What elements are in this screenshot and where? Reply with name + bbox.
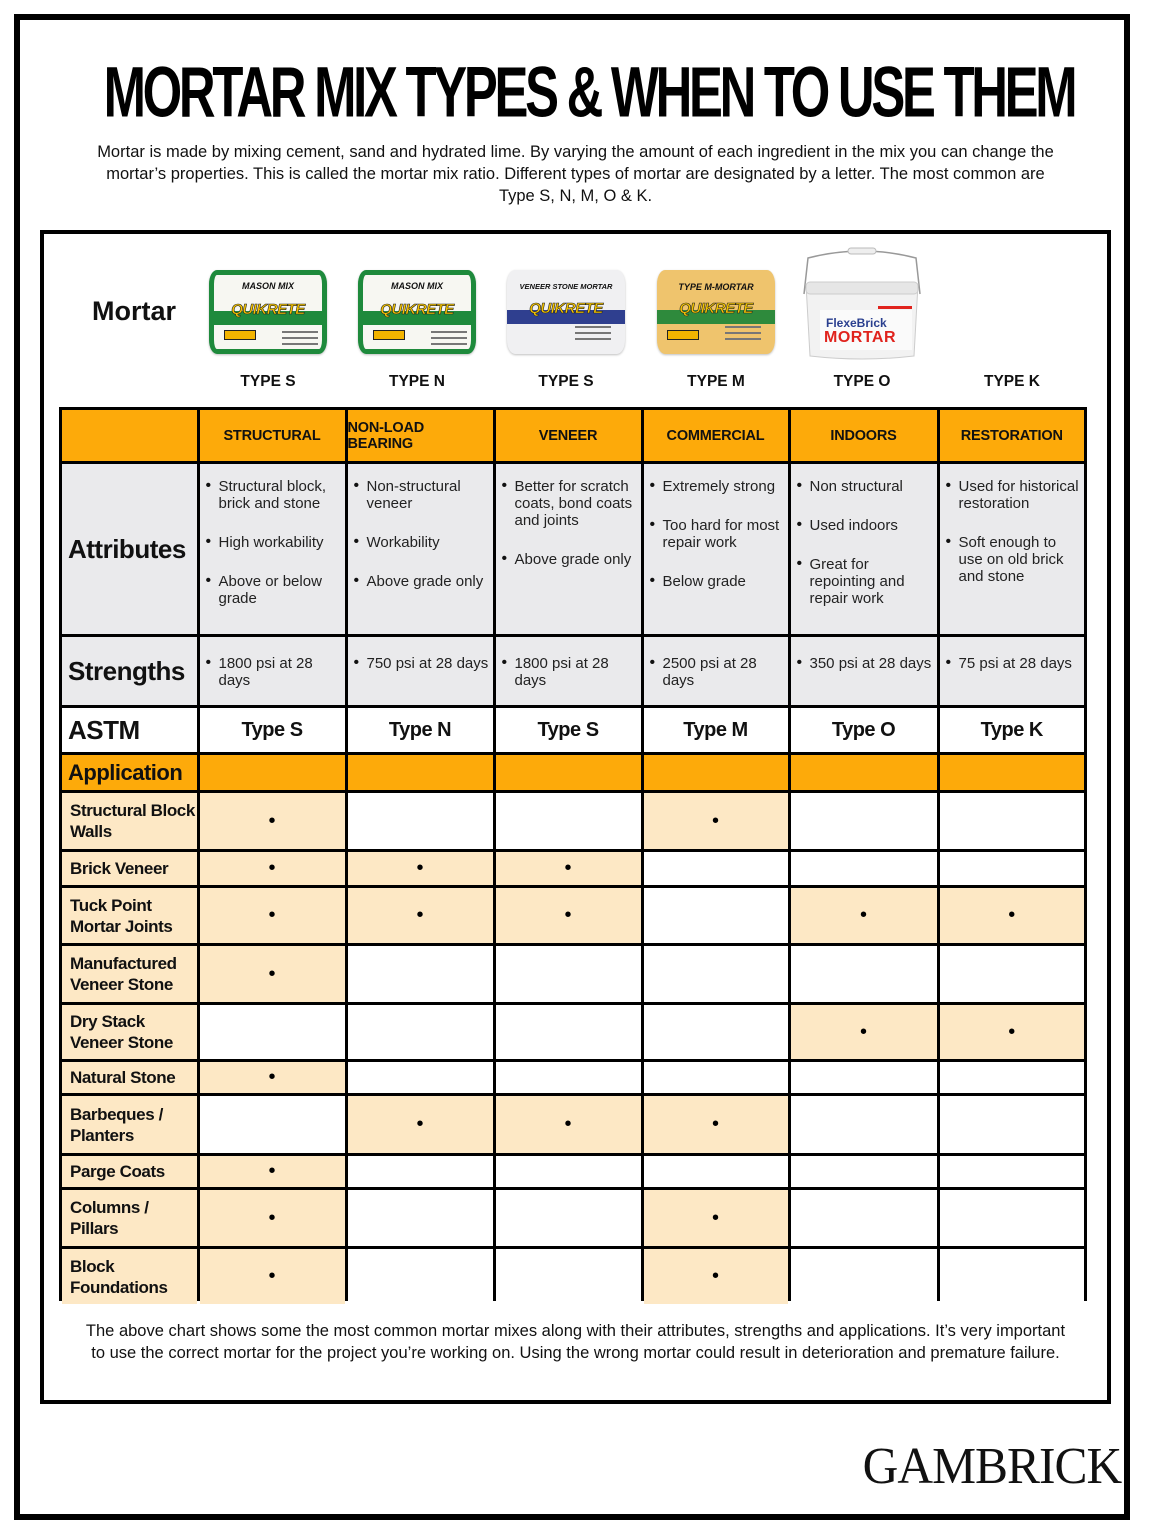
bag-type-box [667, 330, 699, 340]
strength-list [940, 637, 1085, 672]
application-mark-cell [496, 852, 641, 885]
strength-list [791, 637, 937, 672]
attribute-item: • Non structural [797, 478, 933, 495]
application-mark-cell [348, 793, 493, 849]
application-mark-cell [348, 852, 493, 885]
quikrete-brand: QUIKRETE [529, 300, 603, 317]
bag-heading: TYPE M-MORTAR [678, 282, 754, 292]
application-mark-cell [940, 1005, 1085, 1059]
application-label: Barbeques / Planters [62, 1096, 197, 1153]
bag-fine-print [282, 337, 318, 339]
flexebrick-pail-image [798, 244, 926, 367]
application-mark-cell [791, 1005, 937, 1059]
application-mark-cell [200, 793, 345, 849]
application-row-label: Application [62, 755, 197, 790]
attributes-cell [940, 464, 1085, 634]
application-header-cell [348, 755, 493, 790]
astm-type-cell: Type S [496, 708, 641, 752]
bag-fine-print [282, 343, 318, 345]
application-label: Block Foundations [62, 1249, 197, 1304]
application-mark-cell [200, 1005, 345, 1059]
application-mark-cell [791, 1096, 937, 1153]
application-label: Columns / Pillars [62, 1190, 197, 1246]
application-mark-cell [348, 888, 493, 943]
application-label: Structural Block Walls [62, 793, 197, 849]
strengths-row-label: Strengths [62, 637, 197, 705]
mark-dot-icon: • [268, 809, 276, 832]
strength-list [348, 637, 493, 672]
mark-dot-icon: • [268, 1066, 276, 1088]
strength-value: • 1800 psi at 28 days [206, 655, 341, 689]
application-mark-cell [200, 852, 345, 885]
application-label: Brick Veneer [62, 852, 197, 885]
application-mark-cell [644, 946, 788, 1002]
application-mark-cell [644, 1156, 788, 1187]
application-header-cell [644, 755, 788, 790]
product-type-label: TYPE O [833, 373, 891, 390]
application-mark-cell [348, 1096, 493, 1153]
application-mark-cell [200, 888, 345, 943]
bag-heading: MASON MIX [241, 281, 294, 291]
strength-cell [644, 637, 788, 705]
bag-fine-print [431, 331, 467, 333]
application-mark-cell [348, 1190, 493, 1246]
quikrete-brand: QUIKRETE [231, 301, 305, 318]
application-mark-cell [200, 946, 345, 1002]
mark-dot-icon: • [859, 1020, 867, 1043]
pail-mortar-text: MORTAR [824, 329, 897, 346]
application-mark-cell [791, 1062, 937, 1093]
mark-dot-icon: • [268, 1206, 276, 1229]
application-mark-cell [496, 1156, 641, 1187]
quikrete-brand: QUIKRETE [380, 301, 454, 318]
attributes-cell [644, 464, 788, 634]
category-header: STRUCTURAL [200, 410, 345, 461]
application-mark-cell [940, 1249, 1085, 1304]
bag-heading: VENEER STONE MORTAR [519, 282, 613, 291]
attributes-cell [200, 464, 345, 634]
application-mark-cell [791, 888, 937, 943]
application-mark-cell [200, 1096, 345, 1153]
application-label: Tuck Point Mortar Joints [62, 888, 197, 943]
category-header: NON-LOAD BEARING [348, 410, 493, 461]
category-header: RESTORATION [940, 410, 1085, 461]
application-mark-cell [496, 888, 641, 943]
mark-dot-icon: • [711, 809, 719, 832]
strength-list [644, 637, 788, 689]
astm-type-cell: Type O [791, 708, 937, 752]
mark-dot-icon: • [268, 904, 276, 926]
application-mark-cell [644, 1096, 788, 1153]
attribute-item: • Above grade only [354, 573, 489, 590]
application-mark-cell [644, 1062, 788, 1093]
strength-cell [791, 637, 937, 705]
application-mark-cell [348, 946, 493, 1002]
mark-dot-icon: • [1008, 1020, 1016, 1043]
application-mark-cell [940, 1156, 1085, 1187]
application-label: Parge Coats [62, 1156, 197, 1187]
category-header: VENEER [496, 410, 641, 461]
attribute-item: • Extremely strong [650, 478, 784, 495]
application-header-cell [940, 755, 1085, 790]
application-header-cell [791, 755, 937, 790]
astm-type-cell: Type N [348, 708, 493, 752]
mark-dot-icon: • [416, 857, 424, 879]
application-mark-cell [940, 793, 1085, 849]
mark-dot-icon: • [268, 1160, 276, 1182]
strength-list [200, 637, 345, 689]
application-mark-cell [644, 852, 788, 885]
mark-dot-icon: • [564, 904, 572, 926]
attribute-list [348, 464, 493, 590]
attribute-list [496, 464, 641, 568]
attribute-item: • Great for repointing and repair work [797, 556, 933, 607]
attributes-cell [348, 464, 493, 634]
attribute-item: • Above or below grade [206, 573, 341, 607]
application-mark-cell [644, 888, 788, 943]
mark-dot-icon: • [1008, 904, 1016, 926]
application-mark-cell [940, 946, 1085, 1002]
mark-dot-icon: • [416, 904, 424, 926]
product-type-label: TYPE S [240, 373, 296, 390]
strength-value: • 1800 psi at 28 days [502, 655, 637, 689]
mortar-row-label: Mortar [92, 296, 177, 326]
attribute-item: • Used for historical restoration [946, 478, 1081, 512]
application-mark-cell [644, 1005, 788, 1059]
attribute-item: • Used indoors [797, 517, 933, 534]
application-label: Manufactured Veneer Stone [62, 946, 197, 1002]
astm-type-cell: Type S [200, 708, 345, 752]
quikrete-brand: QUIKRETE [679, 300, 753, 317]
attribute-list [200, 464, 345, 607]
bag-heading: MASON MIX [390, 281, 443, 291]
application-mark-cell [791, 793, 937, 849]
strength-value: • 2500 psi at 28 days [650, 655, 784, 689]
application-mark-cell [496, 1062, 641, 1093]
bag-fine-print [431, 343, 467, 345]
strength-cell [200, 637, 345, 705]
attribute-list [644, 464, 788, 590]
bag-fine-print [575, 326, 611, 328]
strength-value: • 350 psi at 28 days [797, 655, 933, 672]
bag-fine-print [431, 337, 467, 339]
application-mark-cell [644, 793, 788, 849]
mortar-bag-image [209, 270, 327, 354]
strength-cell [496, 637, 641, 705]
mortar-bag-image [507, 270, 625, 354]
mark-dot-icon: • [268, 1265, 276, 1287]
application-header-cell [200, 755, 345, 790]
mortar-bag-image [657, 270, 775, 354]
application-mark-cell [791, 1190, 937, 1246]
application-mark-cell [496, 793, 641, 849]
mark-dot-icon: • [268, 857, 276, 879]
application-mark-cell [496, 1096, 641, 1153]
astm-type-cell: Type K [940, 708, 1085, 752]
application-mark-cell [200, 1249, 345, 1304]
application-mark-cell [348, 1156, 493, 1187]
attributes-cell [496, 464, 641, 634]
intro-paragraph: Mortar is made by mixing cement, sand and hydrated lime. By varying the amount of each ingredient in the mix you can change the mortar’s properties. This is called the mortar mix ratio. Different types of mortar are designated by a letter. The most common are Type S, N, M, O & K. [97, 143, 1054, 205]
product-type-label: TYPE N [389, 373, 445, 390]
application-mark-cell [940, 1062, 1085, 1093]
mortar-comparison-table [59, 407, 1087, 1301]
bag-fine-print [725, 338, 761, 340]
bag-fine-print [575, 338, 611, 340]
bag-type-box [224, 330, 256, 340]
product-type-label: TYPE M [687, 373, 745, 390]
application-mark-cell [791, 1156, 937, 1187]
application-mark-cell [200, 1156, 345, 1187]
application-mark-cell [940, 852, 1085, 885]
attribute-item: • Workability [354, 534, 489, 551]
attribute-item: • High workability [206, 534, 341, 551]
bag-type-box [373, 330, 405, 340]
application-mark-cell [348, 1062, 493, 1093]
application-mark-cell [496, 1190, 641, 1246]
category-header: INDOORS [791, 410, 937, 461]
mortar-bag-image [358, 270, 476, 354]
mark-dot-icon: • [564, 857, 572, 879]
bag-fine-print [725, 332, 761, 334]
application-mark-cell [348, 1005, 493, 1059]
application-mark-cell [496, 1005, 641, 1059]
application-mark-cell [940, 1190, 1085, 1246]
bag-fine-print [282, 331, 318, 333]
application-mark-cell [940, 1096, 1085, 1153]
table-header-blank [62, 410, 197, 461]
application-mark-cell [496, 1249, 641, 1304]
strength-value: • 750 psi at 28 days [354, 655, 489, 672]
strength-list [496, 637, 641, 689]
strength-value: • 75 psi at 28 days [946, 655, 1081, 672]
attribute-item: • Better for scratch coats, bond coats and joints [502, 478, 637, 529]
mark-dot-icon: • [564, 1113, 572, 1135]
attribute-item: • Too hard for most repair work [650, 517, 784, 551]
application-mark-cell [791, 946, 937, 1002]
mark-dot-icon: • [711, 1206, 719, 1229]
product-type-label: TYPE K [984, 373, 1040, 390]
attributes-row-label: Attributes [62, 464, 197, 634]
application-mark-cell [940, 888, 1085, 943]
application-mark-cell [200, 1062, 345, 1093]
gambrick-logo: GAMBRICK [862, 1438, 1121, 1495]
astm-row-label: ASTM [62, 708, 197, 752]
mark-dot-icon: • [711, 1113, 719, 1135]
attribute-item: • Above grade only [502, 551, 637, 568]
attribute-item: • Soft enough to use on old brick and stone [946, 534, 1081, 585]
application-header-cell [496, 755, 641, 790]
attribute-list [791, 464, 937, 607]
bag-fine-print [725, 326, 761, 328]
mark-dot-icon: • [416, 1113, 424, 1135]
application-mark-cell [200, 1190, 345, 1246]
mark-dot-icon: • [711, 1265, 719, 1287]
application-mark-cell [496, 946, 641, 1002]
application-mark-cell [644, 1190, 788, 1246]
attribute-item: • Below grade [650, 573, 784, 590]
product-type-label: TYPE S [538, 373, 594, 390]
application-mark-cell [348, 1249, 493, 1304]
category-header: COMMERCIAL [644, 410, 788, 461]
bag-fine-print [575, 332, 611, 334]
application-label: Dry Stack Veneer Stone [62, 1005, 197, 1059]
application-mark-cell [791, 852, 937, 885]
application-mark-cell [791, 1249, 937, 1304]
attributes-cell [791, 464, 937, 634]
page-title: MORTAR MIX TYPES & WHEN TO USE THEM [103, 53, 1075, 133]
mark-dot-icon: • [268, 962, 276, 985]
mark-dot-icon: • [859, 904, 867, 926]
attribute-list [940, 464, 1085, 585]
strength-cell [940, 637, 1085, 705]
attribute-item: • Non-structural veneer [354, 478, 489, 512]
astm-type-cell: Type M [644, 708, 788, 752]
application-label: Natural Stone [62, 1062, 197, 1093]
strength-cell [348, 637, 493, 705]
outro-paragraph: The above chart shows some the most common mortar mixes along with their attributes, strengths and applications. It’s very important to use the correct mortar for the project you’re working on. Using the wrong mortar could result in deterioration and premature failure. [85, 1322, 1066, 1362]
application-mark-cell [644, 1249, 788, 1304]
pail-brand: FlexeBrick [826, 316, 887, 330]
attribute-item: • Structural block, brick and stone [206, 478, 341, 512]
